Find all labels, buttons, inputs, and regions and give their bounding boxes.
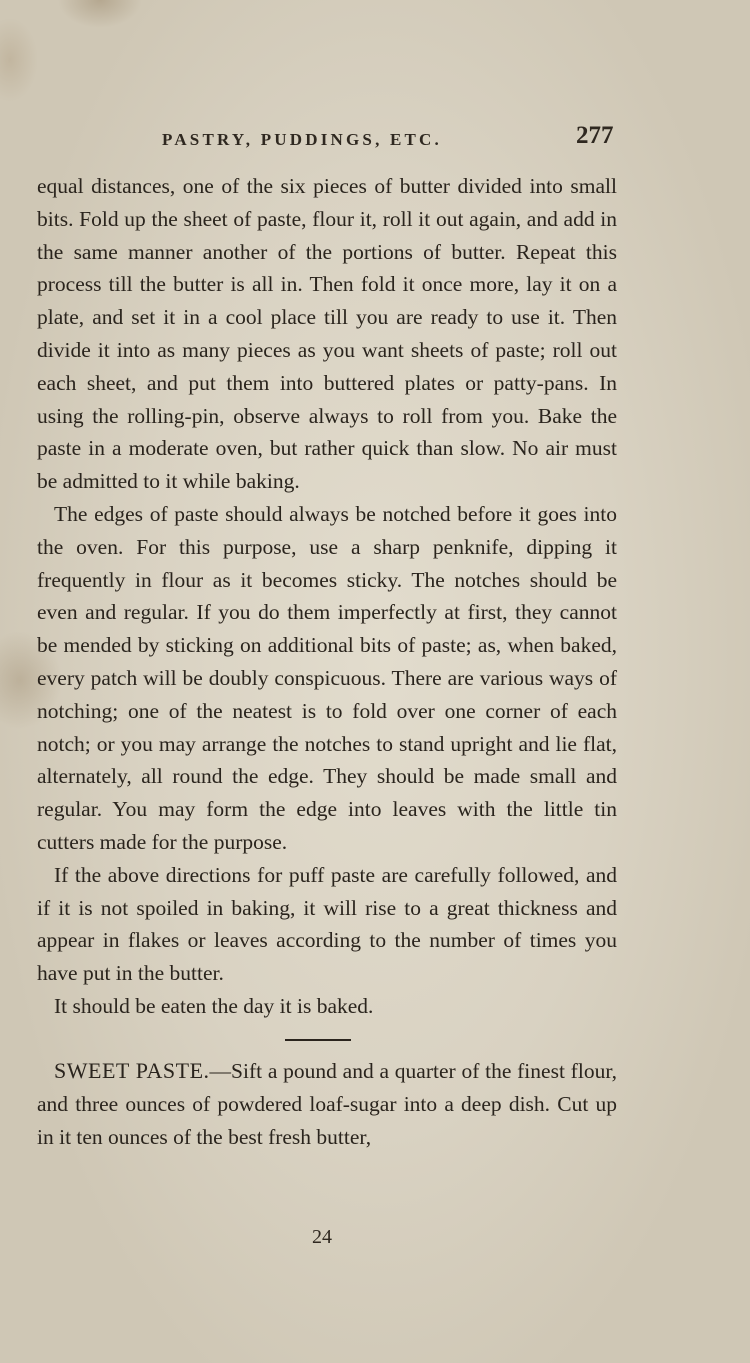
- section-divider: [285, 1039, 351, 1042]
- paragraph-1: equal distances, one of the six pieces of butter divided into small bits. Fold up the sheet of paste, flour it, roll it out again, and add in the same manner another of the portions of butter. Repeat this process till the butter is all in. Then fold it once more, lay it on a plate, and set it in a cool place till you are ready to use it. Then divide it into as many pieces as you want sheets of paste; roll out each sheet, and put them into buttered plates or patty-pans. In using the rolling-pin, observe always to roll from you. Bake the paste in a moderate oven, but rather quick than slow. No air must be admitted to it while baking.: [37, 174, 617, 494]
- paragraph-4: It should be eaten the day it is baked.: [54, 993, 374, 1018]
- running-title: PASTRY, PUDDINGS, ETC.: [162, 130, 442, 149]
- paragraph-2: The edges of paste should always be notched before it goes into the oven. For this purpose, use a sharp penknife, dipping it frequently in flour as it becomes sticky. The notches should be even and regular. If you do them imperfectly at first, they cannot be mended by sticking on additional bits of paste; as, when baked, every patch will be doubly conspicuous. There are various ways of notching; one of the neatest is to fold over one corner of each notch; or you may arrange the notches to stand upright and lie flat, alternately, all round the edge. They should be made small and regular. You may form the edge into leaves with the little tin cutters made for the purpose.: [37, 501, 617, 854]
- page-number: 277: [576, 122, 614, 149]
- recipe-sweet-paste: [37, 1055, 617, 1153]
- body-text: [37, 170, 617, 1154]
- signature-mark: 24: [312, 1226, 332, 1248]
- paragraph-3: If the above directions for puff paste are carefully followed, and if it is not spoiled in baking, it will rise to a great thickness and appear in flakes or leaves according to the number of times you have put in the butter.: [37, 862, 617, 986]
- page-header: [0, 122, 750, 156]
- recipe-title: SWEET PASTE.: [54, 1058, 210, 1084]
- recipe-text: —Sift a pound and a quarter of the finest flour, and three ounces of powdered loaf-sugar into a deep dish. Cut up in it ten ounces of the best fresh butter,: [37, 1059, 617, 1149]
